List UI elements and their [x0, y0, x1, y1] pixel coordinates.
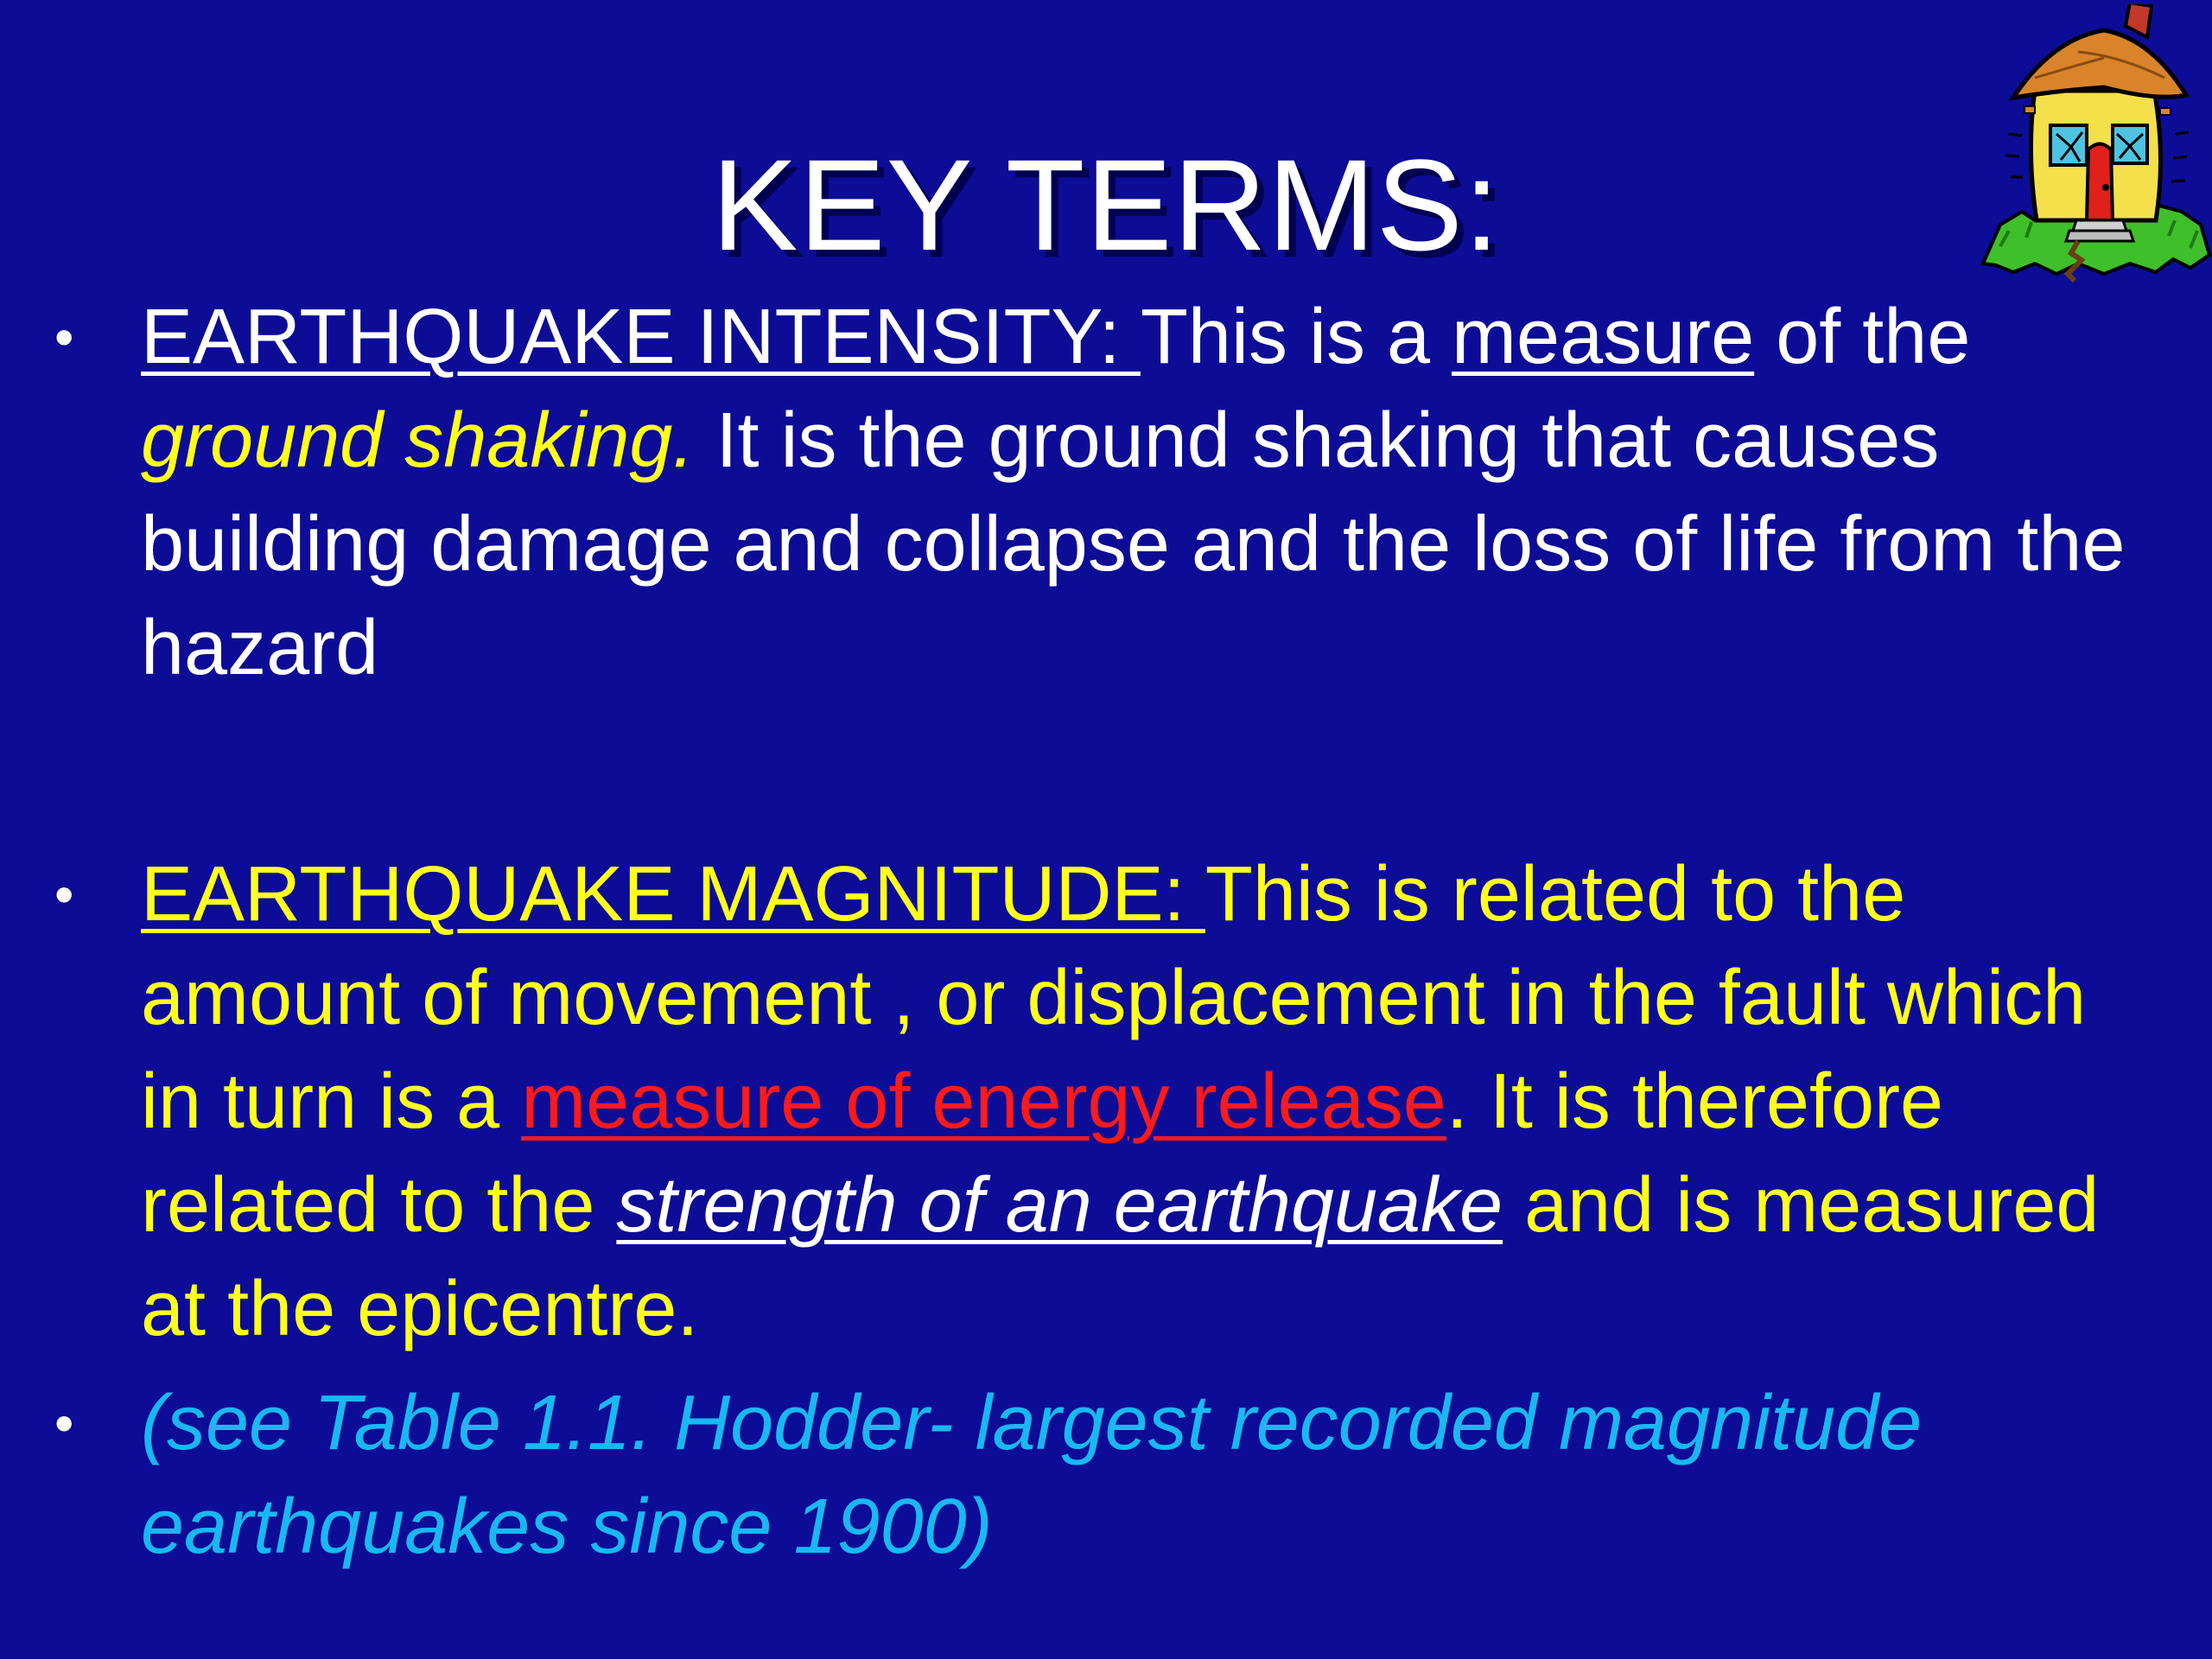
intensity-measure-word: measure — [1452, 294, 1755, 380]
magnitude-text-2: . It is therefore related to the — [141, 1058, 1944, 1249]
intensity-text-1: This is a — [1140, 294, 1452, 380]
magnitude-text-3: and is measured at the epicentre. — [141, 1162, 2100, 1352]
bullet-earthquake-intensity — [54, 285, 2154, 700]
magnitude-strength: strength of an earthquake — [616, 1162, 1503, 1249]
bullet-dot: • — [54, 306, 74, 368]
term-earthquake-intensity: EARTHQUAKE INTENSITY: — [141, 294, 1141, 380]
table-reference-text: (see Table 1.1. Hodder- largest recorded magnitude earthquakes since 1900) — [141, 1380, 1923, 1570]
bullet-dot: • — [54, 863, 74, 925]
intensity-text-2: of the — [1754, 294, 1971, 380]
bullet-dot: • — [54, 1392, 74, 1454]
bullet-earthquake-magnitude — [54, 842, 2154, 1361]
cracked-house-icon — [1974, 4, 2212, 289]
intensity-text-3: It is the ground shaking that causes building damage and collapse and the loss of life from the hazard — [141, 397, 2126, 691]
bullet-table-reference — [54, 1371, 2154, 1579]
intensity-ground-shaking: ground shaking. — [141, 397, 695, 484]
slide-title: KEY TERMS: — [711, 132, 1501, 277]
magnitude-energy-release: measure of energy release — [521, 1058, 1446, 1145]
magnitude-text-1: This is related to the amount of movement , or displacement in the fault which in turn is a — [141, 851, 2087, 1145]
term-earthquake-magnitude: EARTHQUAKE MAGNITUDE: — [141, 851, 1205, 938]
